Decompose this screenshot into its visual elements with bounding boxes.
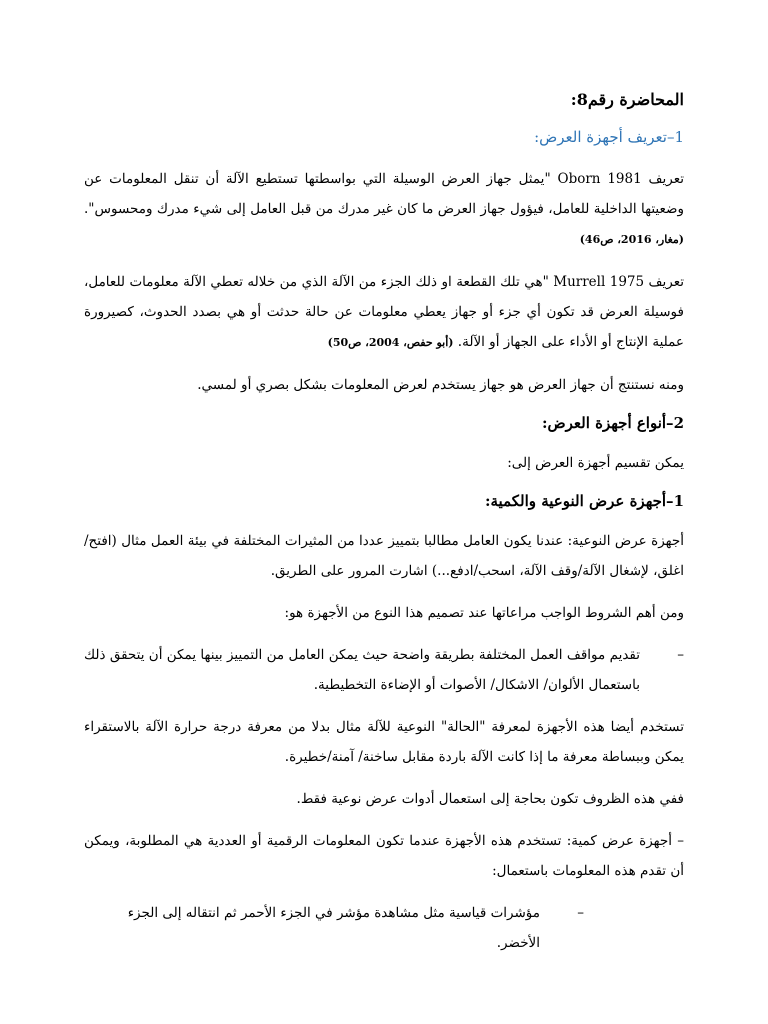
paragraph-design-conditions: ومن أهم الشروط الواجب مراعاتها عند تصميم هذا النوع من الأجهزة هو:: [284, 605, 684, 621]
paragraph-qualitative-tools: ففي هذه الظروف تكون بحاجة إلى استعمال أدوات عرض نوعية فقط.: [296, 791, 684, 807]
section-heading-types: 2–أنواع أجهزة العرض:: [541, 414, 684, 432]
paragraph-types-intro: يمكن تقسيم أجهزة العرض إلى:: [507, 455, 684, 471]
list-item-text: مؤشرات قياسية مثل مشاهدة مؤشر في الجزء الأحمر ثم انتقاله إلى الجزء الأخضر.: [127, 905, 540, 951]
citation-murrell: (أبو حفص، 2004، ص50): [327, 336, 454, 349]
list-item-work-situations: [84, 640, 684, 700]
citation-oborn: (مغار، 2016، ص46): [579, 233, 684, 246]
definition-oborn-text: تعريف Oborn 1981 "يمثل جهاز العرض الوسيلة التي بواسطتها تستطيع الآلة أن تنقل المعلومات عن وضعيتها الداخلية للعامل، فيؤول جهاز العرض ما كان غير مدرك من قبل العامل إلى شيء مدرك ومحسوس".: [84, 171, 684, 217]
paragraph-machine-state: تستخدم أيضا هذه الأجهزة لمعرفة "الحالة" النوعية للآلة مثال بدلا من معرفة درجة حرارة الآلة بالاستقراء يمكن وببساطة معرفة ما إذا كانت الآلة باردة مقابل ساخنة/ آمنة/خطيرة.: [84, 719, 684, 765]
subheading-qualitative-quantitative: 1–أجهزة عرض النوعية والكمية:: [484, 492, 684, 510]
paragraph-qualitative-displays: أجهزة عرض النوعية: عندنا يكون العامل مطالبا بتمييز عددا من المثيرات المختلفة في بيئة العمل مثال (افتح/اغلق، لإشغال الآلة/وقف الآلة، اسحب/ادفع...) اشارت المرور على الطريق.: [84, 533, 684, 579]
list-item-text: تقديم مواقف العمل المختلفة بطريقة واضحة حيث يمكن العامل من التمييز بينها يمكن أن يتحقق ذلك باستعمال الألوان/ الاشكال/ الأصوات أو الإضاءة التخطيطية.: [84, 647, 640, 693]
paragraph-definition-murrell: [84, 267, 684, 358]
bullet-dash: –: [577, 905, 584, 921]
list-item-standard-indicators: [84, 898, 684, 958]
definition-murrell-text: تعريف Murrell 1975 "هي تلك القطعة او ذلك الجزء من الآلة الذي من خلاله تعطي الآلة معلومات للعامل، فوسيلة العرض قد تكون أي جزء أو جهاز يعطي معلومات عن حالة حدثت أو هي بصدد الحدوث، كصيرورة عملية الإنتاج أو الأداء على الجهاز أو الآلة.: [84, 274, 685, 350]
paragraph-definition-oborn: [84, 164, 684, 255]
paragraph-conclusion: ومنه نستنتج أن جهاز العرض هو جهاز يستخدم لعرض المعلومات بشكل بصري أو لمسي.: [197, 377, 684, 393]
paragraph-quantitative-displays: – أجهزة عرض كمية: تستخدم هذه الأجهزة عندما تكون المعلومات الرقمية أو العددية هي المطلوبة، ويمكن أن تقدم هذه المعلومات باستعمال:: [84, 833, 684, 879]
section-heading-definition: 1–تعريف أجهزة العرض:: [534, 128, 684, 146]
page-title: المحاضرة رقم8:: [570, 90, 684, 109]
bullet-dash: –: [677, 647, 684, 663]
